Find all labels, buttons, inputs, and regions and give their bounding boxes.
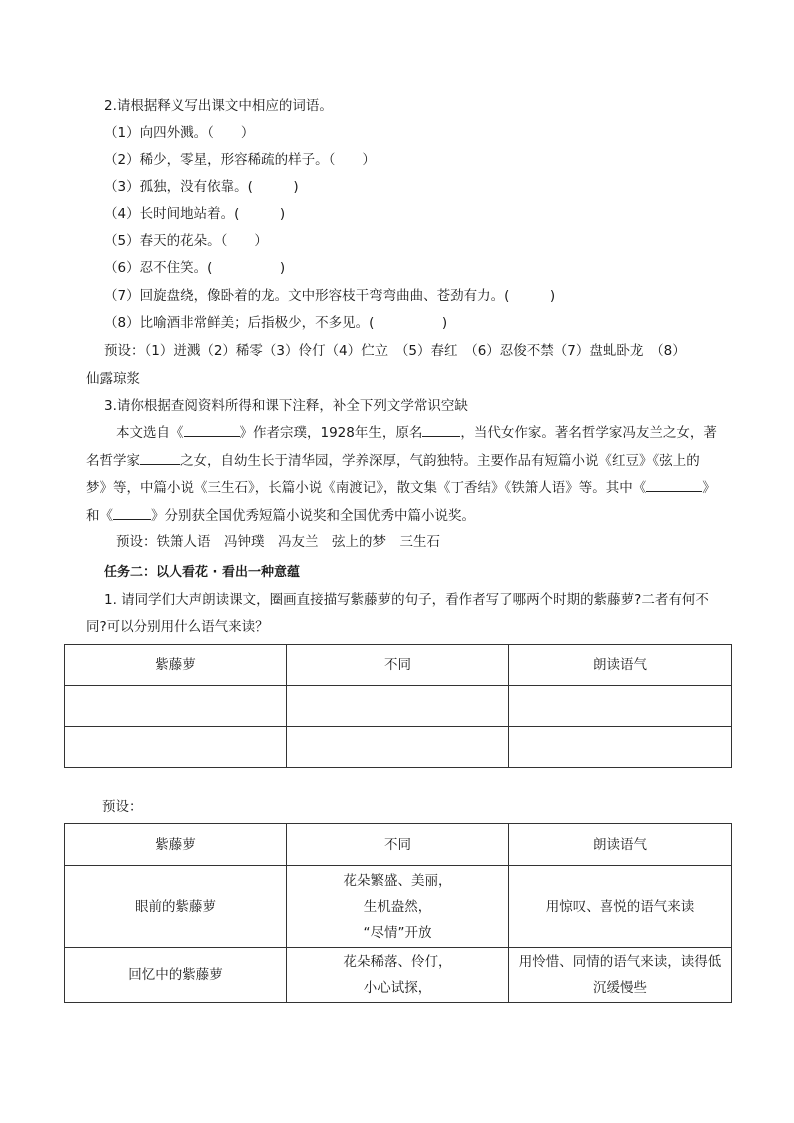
q2-item-6: （6）忍不住笑。( ) <box>104 260 286 276</box>
preset-label: 预设： <box>102 799 143 815</box>
task2-question-line-1: 1. 请同学们大声朗读课文，圈画直接描写紫藤萝的句子，看作者写了哪两个时期的紫藤萝?二者有何不 <box>104 592 709 608</box>
blank-field[interactable] <box>184 422 240 437</box>
q2-item-8: （8）比喻酒非常鲜美；后指极少，不多见。( ) <box>104 315 448 331</box>
q2-item-2: （2）稀少，零星，形容稀疏的样子。（ ） <box>104 152 376 168</box>
q2-item-3: （3）孤独，没有依靠。( ) <box>104 179 299 195</box>
q3-title: 3.请你根据查阅资料所得和课下注释，补全下列文学常识空缺 <box>104 398 468 414</box>
blank-field[interactable] <box>140 450 180 465</box>
blank-field[interactable] <box>113 505 151 520</box>
empty-cell[interactable] <box>287 686 509 727</box>
row-name: 眼前的紫藤萝 <box>65 866 287 948</box>
q2-title: 2.请根据释义写出课文中相应的词语。 <box>104 98 333 114</box>
header-diff: 不同 <box>287 824 509 866</box>
preset-table <box>64 823 732 1003</box>
q2-answer-line-1: 预设：（1）迸溅（2）稀零（3）伶仃（4）伫立 （5）春红 （6）忍俊不禁（7）盘虬卧龙 （8） <box>104 343 686 359</box>
header-tone: 朗读语气 <box>509 824 732 866</box>
q2-answer-line-2: 仙露琼浆 <box>86 371 140 387</box>
task2-title: 任务二：以人看花 · 看出一种意蕴 <box>104 565 300 580</box>
empty-cell[interactable] <box>287 727 509 768</box>
header-name: 紫藤萝 <box>65 645 287 686</box>
table-row <box>65 948 732 1003</box>
task2-question-line-2: 同?可以分别用什么语气来读？ <box>86 619 269 635</box>
header-diff: 不同 <box>287 645 509 686</box>
q2-item-1: （1）向四外溅。（ ） <box>104 125 255 141</box>
blank-field[interactable] <box>422 422 460 437</box>
q2-item-7: （7）回旋盘绕，像卧着的龙。文中形容枝干弯弯曲曲、苍劲有力。( ) <box>104 288 556 304</box>
empty-cell[interactable] <box>509 727 732 768</box>
q3-para-line-3: 梦》等，中篇小说《三生石》，长篇小说《南渡记》，散文集《丁香结》《铁箫人语》等。其中《 》 <box>86 477 716 498</box>
table-row <box>65 866 732 948</box>
row-diff: 花朵繁盛、美丽， 生机盎然， “尽情”开放 <box>287 866 509 948</box>
q3-para-line-2: 名哲学家 之女，自幼生长于清华园，学养深厚，气韵独特。主要作品有短篇小说《红豆》《弦上的 <box>86 450 700 471</box>
empty-cell[interactable] <box>65 686 287 727</box>
q3-para-line-4: 和《 》分别获全国优秀短篇小说奖和全国优秀中篇小说奖。 <box>86 505 475 526</box>
empty-cell[interactable] <box>509 686 732 727</box>
row-diff: 花朵稀落、伶仃， 小心试探， <box>287 948 509 1003</box>
header-name: 紫藤萝 <box>65 824 287 866</box>
q2-item-4: （4）长时间地站着。( ) <box>104 206 286 222</box>
q3-answer: 预设：铁箫人语 冯钟璞 冯友兰 弦上的梦 三生石 <box>116 534 440 550</box>
empty-cell[interactable] <box>65 727 287 768</box>
q3-para-line-1: 本文选自《 》作者宗璞，1928年生，原名 ，当代女作家。著名哲学家冯友兰之女，著 <box>116 422 717 443</box>
row-name: 回忆中的紫藤萝 <box>65 948 287 1003</box>
answer-table <box>64 644 732 768</box>
row-tone: 用怜惜、同情的语气来读，读得低 沉缓慢些 <box>509 948 732 1003</box>
header-tone: 朗读语气 <box>509 645 732 686</box>
blank-field[interactable] <box>646 477 702 492</box>
row-tone: 用惊叹、喜悦的语气来读 <box>509 866 732 948</box>
q2-item-5: （5）春天的花朵。（ ） <box>104 233 268 249</box>
